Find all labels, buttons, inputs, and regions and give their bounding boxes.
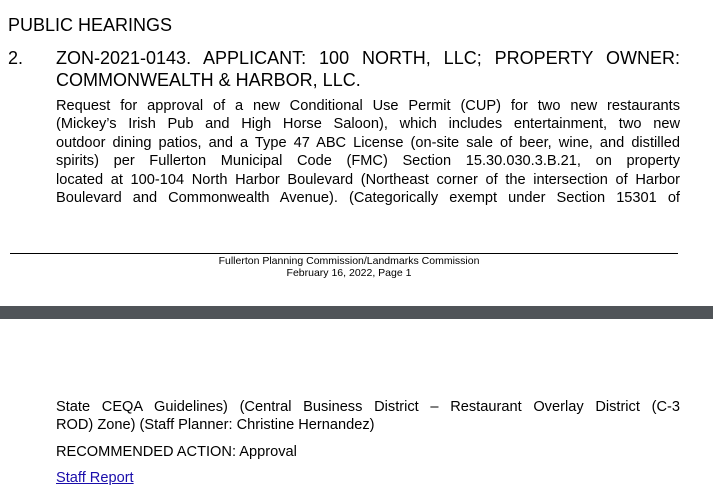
page-break (0, 306, 713, 319)
staff-report-link[interactable]: Staff Report (56, 470, 134, 486)
description-line: Boulevard and Commonwealth Avenue). (Categorically exempt under Section 15301 of (56, 190, 680, 207)
recommended-action: RECOMMENDED ACTION: Approval (56, 444, 297, 460)
item-description (56, 97, 680, 207)
page-footer (10, 255, 688, 279)
item-description-continued (56, 398, 680, 435)
footer-date-page: February 16, 2022, Page 1 (286, 267, 412, 279)
description-line: outdoor dining patios, and a Type 47 ABC License (on-site sale of beer, wine, and distilled (56, 134, 680, 151)
description-line: ROD) Zone) (Staff Planner: Christine Hernandez) (56, 417, 375, 434)
footer-commission: Fullerton Planning Commission/Landmarks Commission (218, 255, 480, 267)
description-line: Request for approval of a new Conditional Use Permit (CUP) for two new restaurants (56, 98, 680, 114)
description-line: State CEQA Guidelines) (Central Business District – Restaurant Overlay District (C-3 (56, 399, 680, 415)
item-title: ZON-2021-0143. APPLICANT: 100 NORTH, LLC; PROPERTY OWNER: COMMONWEALTH & HARBOR, LLC. (56, 48, 680, 90)
description-line: located at 100-104 North Harbor Boulevard (Northeast corner of the intersection of Harbor (56, 171, 680, 188)
description-line: (Mickey’s Irish Pub and High Horse Saloon), which includes entertainment, two new (56, 116, 680, 133)
footer-divider (10, 253, 678, 254)
section-heading: PUBLIC HEARINGS (8, 15, 173, 35)
description-line: spirits) per Fullerton Municipal Code (FMC) Section 15.30.030.3.B.21, on property (56, 153, 680, 170)
item-number: 2. (8, 48, 24, 68)
